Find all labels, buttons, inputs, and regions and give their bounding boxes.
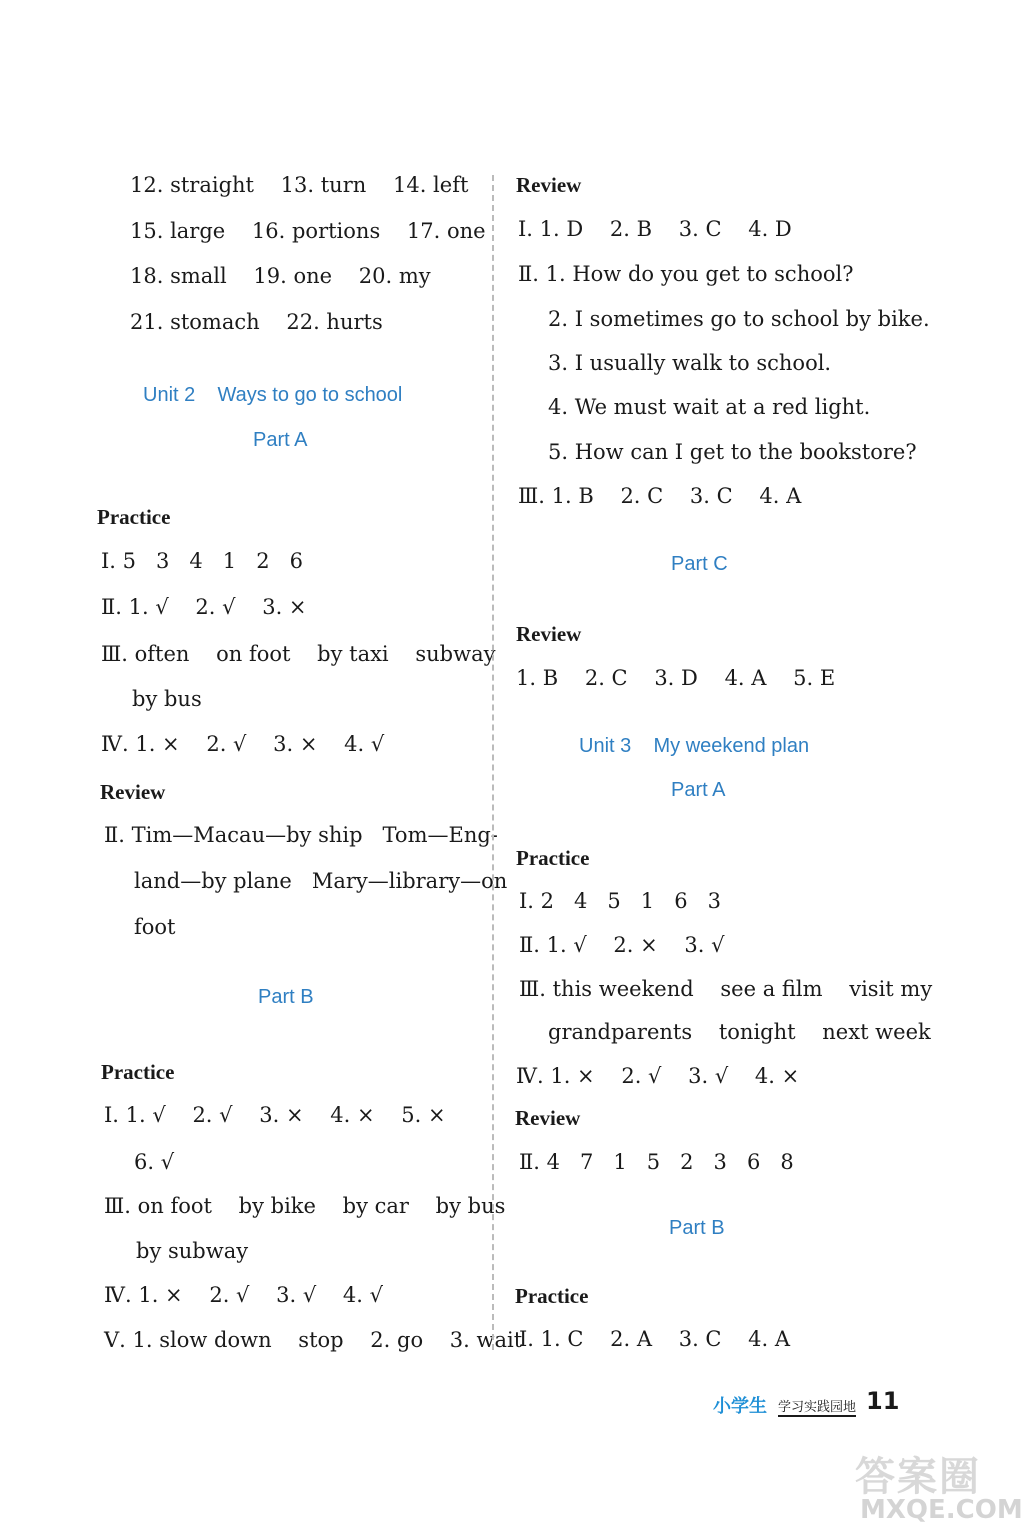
answer-line: grandparents tonight next week [548, 1020, 931, 1044]
practice-heading: Practice [516, 846, 590, 870]
review-heading: Review [516, 173, 582, 197]
page-number: 11 [866, 1387, 900, 1415]
footer-subtitle: 学习实践园地 [778, 1396, 856, 1417]
answer-line: 6. √ [134, 1150, 175, 1174]
answer-line: Ⅰ. 1. D 2. B 3. C 4. D [518, 217, 792, 241]
footer-brand: 小学生 [713, 1396, 767, 1417]
answer-line: 4. We must wait at a red light. [548, 395, 871, 419]
review-heading: Review [100, 780, 166, 804]
unit-heading: Unit 2 Ways to go to school [143, 384, 403, 406]
answer-line: Ⅲ. often on foot by taxi subway [101, 642, 496, 666]
answer-line: Ⅰ. 2 4 5 1 6 3 [519, 889, 721, 913]
answer-line: Ⅱ. Tim—Macau—by ship Tom—Eng- [104, 823, 498, 847]
answer-line: Ⅳ. 1. × 2. √ 3. × 4. √ [101, 732, 385, 756]
answer-line: Ⅱ. 1. √ 2. √ 3. × [101, 595, 307, 619]
answer-line: 1. B 2. C 3. D 4. A 5. E [516, 666, 836, 690]
answer-line: Ⅲ. on foot by bike by car by bus [104, 1194, 506, 1218]
column-divider [492, 175, 494, 1350]
answer-line: 3. I usually walk to school. [548, 351, 832, 375]
answer-line: Ⅲ. 1. B 2. C 3. C 4. A [518, 484, 802, 508]
answer-line: Ⅱ. 1. How do you get to school? [518, 262, 854, 286]
answer-line: Ⅱ. 1. √ 2. × 3. √ [519, 933, 725, 957]
answer-line: Ⅲ. this weekend see a film visit my [519, 977, 933, 1001]
answer-line: Ⅰ. 1. √ 2. √ 3. × 4. × 5. × [104, 1103, 446, 1127]
answer-line: 15. large 16. portions 17. one [130, 219, 486, 243]
answer-line: by subway [136, 1239, 249, 1263]
answer-line: by bus [132, 687, 202, 711]
answer-line: Ⅰ. 1. C 2. A 3. C 4. A [519, 1327, 791, 1351]
answer-line: Ⅳ. 1. × 2. √ 3. √ 4. √ [104, 1283, 384, 1307]
answer-line: Ⅴ. 1. slow down stop 2. go 3. wait [104, 1328, 523, 1352]
answer-line: foot [134, 915, 176, 939]
unit-heading: Unit 3 My weekend plan [579, 735, 810, 757]
answer-line: 21. stomach 22. hurts [130, 310, 383, 334]
answer-line: land—by plane Mary—library—on [134, 869, 508, 893]
answer-line: Ⅱ. 4 7 1 5 2 3 6 8 [519, 1150, 794, 1174]
part-heading: Part C [671, 553, 728, 575]
part-heading: Part B [669, 1217, 725, 1239]
review-heading: Review [516, 622, 582, 646]
answer-line: Ⅳ. 1. × 2. √ 3. √ 4. × [516, 1064, 800, 1088]
answer-line: Ⅰ. 5 3 4 1 2 6 [101, 549, 303, 573]
practice-heading: Practice [515, 1284, 589, 1308]
practice-heading: Practice [97, 505, 171, 529]
part-heading: Part A [253, 429, 308, 451]
answer-line: 2. I sometimes go to school by bike. [548, 307, 930, 331]
answer-line: 5. How can I get to the bookstore? [548, 440, 917, 464]
watermark-logo: 答案圈 [855, 1454, 981, 1500]
part-heading: Part B [258, 986, 314, 1008]
practice-heading: Practice [101, 1060, 175, 1084]
answer-line: 12. straight 13. turn 14. left [130, 173, 469, 197]
watermark-url: MXQE.COM [860, 1495, 1023, 1525]
answer-line: 18. small 19. one 20. my [130, 264, 431, 288]
part-heading: Part A [671, 779, 726, 801]
review-heading: Review [515, 1106, 581, 1130]
